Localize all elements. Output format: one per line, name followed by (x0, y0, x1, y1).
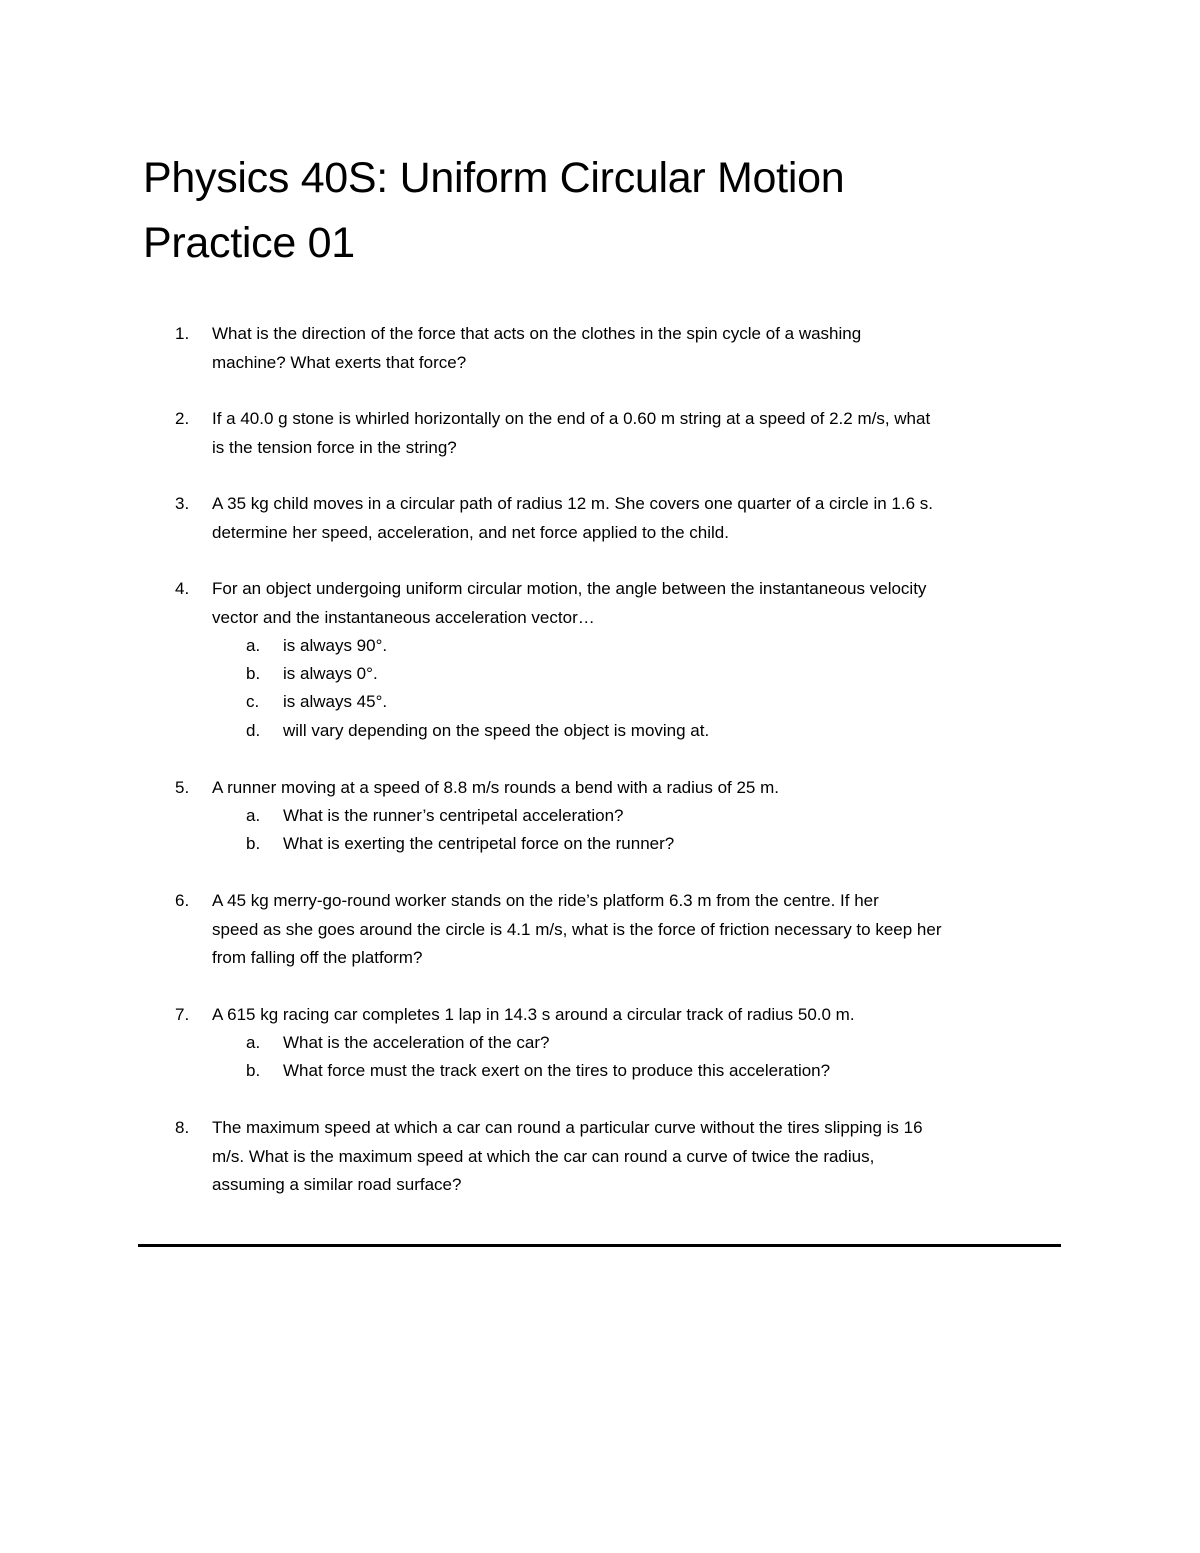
question-line: A 45 kg merry-go-round worker stands on the ride’s platform 6.3 m from the centre. If her (212, 891, 879, 910)
question-number: 3. (175, 494, 190, 513)
question-line: machine? What exerts that force? (212, 352, 467, 372)
question-text (212, 774, 1072, 803)
question-number: 7. (175, 1005, 190, 1024)
question-line: vector and the instantaneous acceleration vector… (212, 607, 595, 627)
option-text: What force must the track exert on the tires to produce this acceleration? (283, 1061, 831, 1080)
question-line: is the tension force in the string? (212, 437, 457, 457)
question-line: If a 40.0 g stone is whirled horizontally on the end of a 0.60 m string at a speed of 2.2 m/s, what (212, 409, 931, 428)
option-text: What is exerting the centripetal force on the runner? (283, 834, 675, 853)
option-text: will vary depending on the speed the object is moving at. (283, 721, 710, 740)
question-line: m/s. What is the maximum speed at which the car can round a curve of twice the radius, (212, 1146, 875, 1166)
question-text (212, 1001, 1072, 1030)
option-text: What is the runner’s centripetal acceleration? (283, 806, 624, 825)
question-line: from falling off the platform? (212, 948, 423, 967)
option-letter: a. (246, 1033, 261, 1052)
option-letter: d. (246, 721, 261, 740)
option-text: is always 45°. (283, 692, 388, 711)
question-number: 2. (175, 409, 190, 428)
question-line: A runner moving at a speed of 8.8 m/s rounds a bend with a radius of 25 m. (212, 778, 779, 797)
option-letter: c. (246, 692, 260, 711)
question-number: 5. (175, 778, 190, 797)
question-line: What is the direction of the force that acts on the clothes in the spin cycle of a washing (212, 324, 862, 343)
option-letter: b. (246, 664, 261, 683)
question-line: A 615 kg racing car completes 1 lap in 14.3 s around a circular track of radius 50.0 m. (212, 1005, 855, 1024)
question-line: For an object undergoing uniform circular motion, the angle between the instantaneous velocity (212, 579, 927, 598)
horizontal-rule (138, 1244, 1061, 1247)
option-letter: b. (246, 1061, 261, 1080)
question-text (212, 405, 1072, 462)
title-line-1: Physics 40S: Uniform Circular Motion (143, 154, 845, 202)
question-line: speed as she goes around the circle is 4.1 m/s, what is the force of friction necessary to keep her (212, 919, 942, 939)
question-line: assuming a similar road surface? (212, 1175, 462, 1194)
question-text (212, 575, 1072, 632)
question-text (212, 320, 1072, 377)
question-number: 6. (175, 891, 190, 910)
question-line: The maximum speed at which a car can round a particular curve without the tires slipping is 16 (212, 1118, 923, 1137)
option-text: What is the acceleration of the car? (283, 1033, 550, 1052)
page-title (143, 146, 1083, 276)
question-number: 8. (175, 1118, 190, 1137)
option-letter: a. (246, 806, 261, 825)
question-text (212, 887, 1072, 973)
question-number: 4. (175, 579, 190, 598)
question-number: 1. (175, 324, 190, 343)
option-letter: b. (246, 834, 261, 853)
question-text (212, 1114, 1072, 1200)
question-line: A 35 kg child moves in a circular path of radius 12 m. She covers one quarter of a circle in 1.6 s. (212, 494, 933, 513)
option-text: is always 90°. (283, 636, 388, 655)
question-text (212, 490, 1072, 547)
title-line-2: Practice 01 (143, 219, 355, 267)
question-line: determine her speed, acceleration, and net force applied to the child. (212, 522, 729, 542)
option-letter: a. (246, 636, 261, 655)
option-text: is always 0°. (283, 664, 378, 683)
